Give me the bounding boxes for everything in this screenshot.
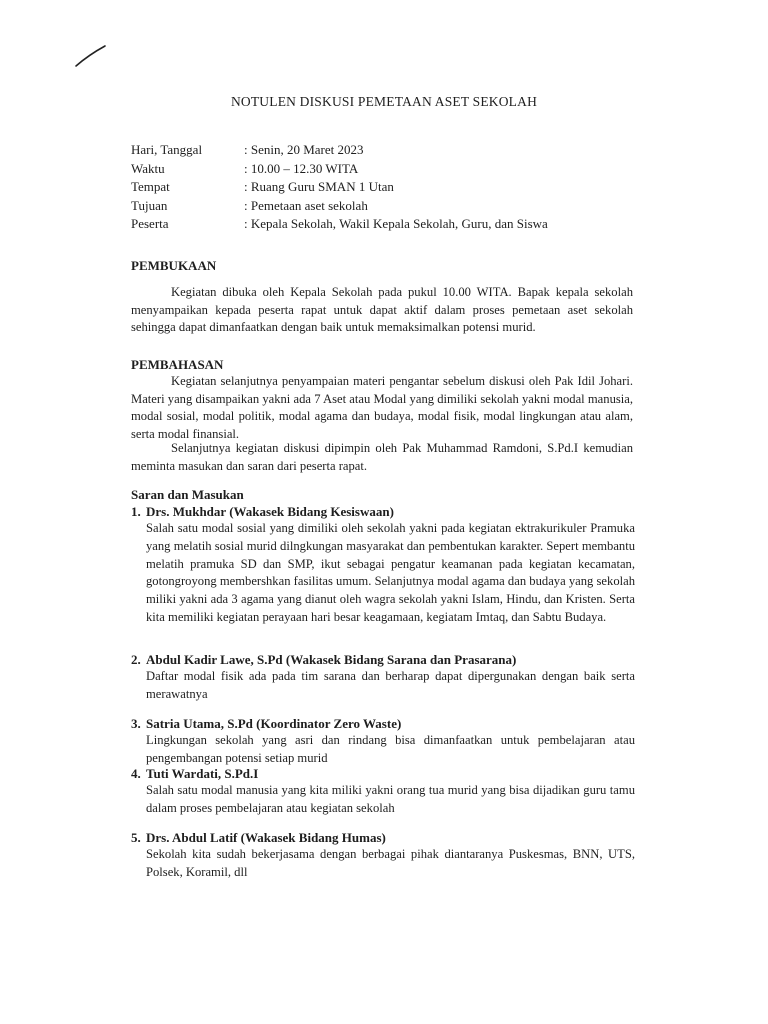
participant-name: 3. Satria Utama, S.Pd (Koordinator Zero Waste) (131, 716, 402, 731)
participant-feedback: Sekolah kita sudah bekerjasama dengan berbagai pihak diantaranya Puskesmas, BNN, UTS, Polsek, Koramil, dll (146, 847, 635, 879)
list-item (131, 829, 635, 882)
participant-feedback: Salah satu modal sosial yang dimiliki oleh sekolah yakni pada kegiatan ektrakurikuler Pramuka yang melatih sosial murid dilngkungan masyarakat dan pembentukan karakter. Sepert membantu melatih pramuka SD dan SMP, ikut sebagai pengatur keamanan pada kegiatan kecamatan, gotongroyong membershkan fasilitas umum. Selanjutnya modal agama dan budaya yang sekolah miliki yakni ada 3 agama yang dianut oleh wagra sekolah yakni Islam, Hindu, dan Kristen. Serta kita memiliki kegiatan perayaan hari besar keagamaan, kegiatam Imtaq, dan Sabtu Budaya. (146, 521, 635, 624)
list-item (131, 503, 635, 627)
meta-value: : 10.00 – 12.30 WITA (244, 160, 359, 176)
meta-value: : Senin, 20 Maret 2023 (244, 142, 364, 157)
meta-row-purpose (131, 197, 548, 216)
meta-value: : Pemetaan aset sekolah (244, 197, 368, 213)
paragraph-text: Kegiatan dibuka oleh Kepala Sekolah pada pukul 10.00 WITA. Bapak kepala sekolah menyampaikan kepada peserta rapat untuk dapat aktif dalam proses pemetaan aset sekolah sehingga dapat dimanfaatkan dengan baik untuk memaksimalkan potensi murid. (131, 285, 633, 335)
list-item (131, 765, 635, 818)
meta-label: Waktu (131, 160, 165, 176)
participant-name: 1. Drs. Mukhdar (Wakasek Bidang Kesiswaan) (131, 504, 394, 519)
participant-feedback: Salah satu modal manusia yang kita miliki yakni orang tua murid yang bisa dijadikan guru tamu dalam proses pembelajaran atau kegiatan sekolah (146, 783, 635, 815)
meta-label: Tempat (131, 179, 170, 194)
meta-label: Tujuan (131, 197, 168, 213)
section-heading-pembukaan: PEMBUKAAN (131, 258, 217, 273)
paragraph-text: Selanjutnya kegiatan diskusi dipimpin oleh Pak Muhammad Ramdoni, S.Pd.I kemudian meminta masukan dan saran dari peserta rapat. (131, 441, 633, 473)
participant-name: 5. Drs. Abdul Latif (Wakasek Bidang Humas) (131, 830, 386, 845)
meta-info (131, 141, 548, 234)
participant-feedback: Daftar modal fisik ada pada tim sarana dan berharap dapat dipergunakan dengan baik serta merawatnya (146, 669, 635, 701)
participant-name: 2. Abdul Kadir Lawe, S.Pd (Wakasek Bidang Sarana dan Prasarana) (131, 652, 517, 667)
meta-row-place (131, 178, 548, 197)
section-heading-saran: Saran dan Masukan (131, 487, 244, 502)
paragraph-text: Kegiatan selanjutnya penyampaian materi pengantar sebelum diskusi oleh Pak Idil Johari. Materi yang disampaikan yakni ada 7 Aset atau Modal yang dimiliki sekolah yakni modal manusia, modal sosial, modal politik, modal agama dan budaya, modal fisik, modal lingkungan atau alam, serta modal finansial. (131, 374, 633, 441)
meta-value: : Kepala Sekolah, Wakil Kepala Sekolah, Guru, dan Siswa (244, 216, 548, 231)
meta-label: Peserta (131, 216, 169, 231)
meta-value: : Ruang Guru SMAN 1 Utan (244, 179, 394, 194)
pen-mark-icon (74, 44, 108, 70)
list-item (131, 651, 635, 704)
meta-row-time (131, 160, 548, 179)
paragraph-pembukaan (131, 284, 633, 337)
meta-row-date (131, 141, 548, 160)
meta-row-participants (131, 215, 548, 234)
document-title: NOTULEN DISKUSI PEMETAAN ASET SEKOLAH (230, 94, 538, 109)
paragraph-pembahasan-1 (131, 373, 633, 443)
participant-feedback: Lingkungan sekolah yang asri dan rindang bisa dimanfaatkan untuk pembelajaran atau pengembangan potensi setiap murid (146, 733, 635, 765)
meta-label: Hari, Tanggal (131, 142, 203, 157)
section-heading-pembahasan: PEMBAHASAN (131, 357, 224, 372)
paragraph-pembahasan-2 (131, 440, 633, 475)
participant-name: 4. Tuti Wardati, S.Pd.I (131, 766, 259, 781)
list-item (131, 715, 635, 768)
